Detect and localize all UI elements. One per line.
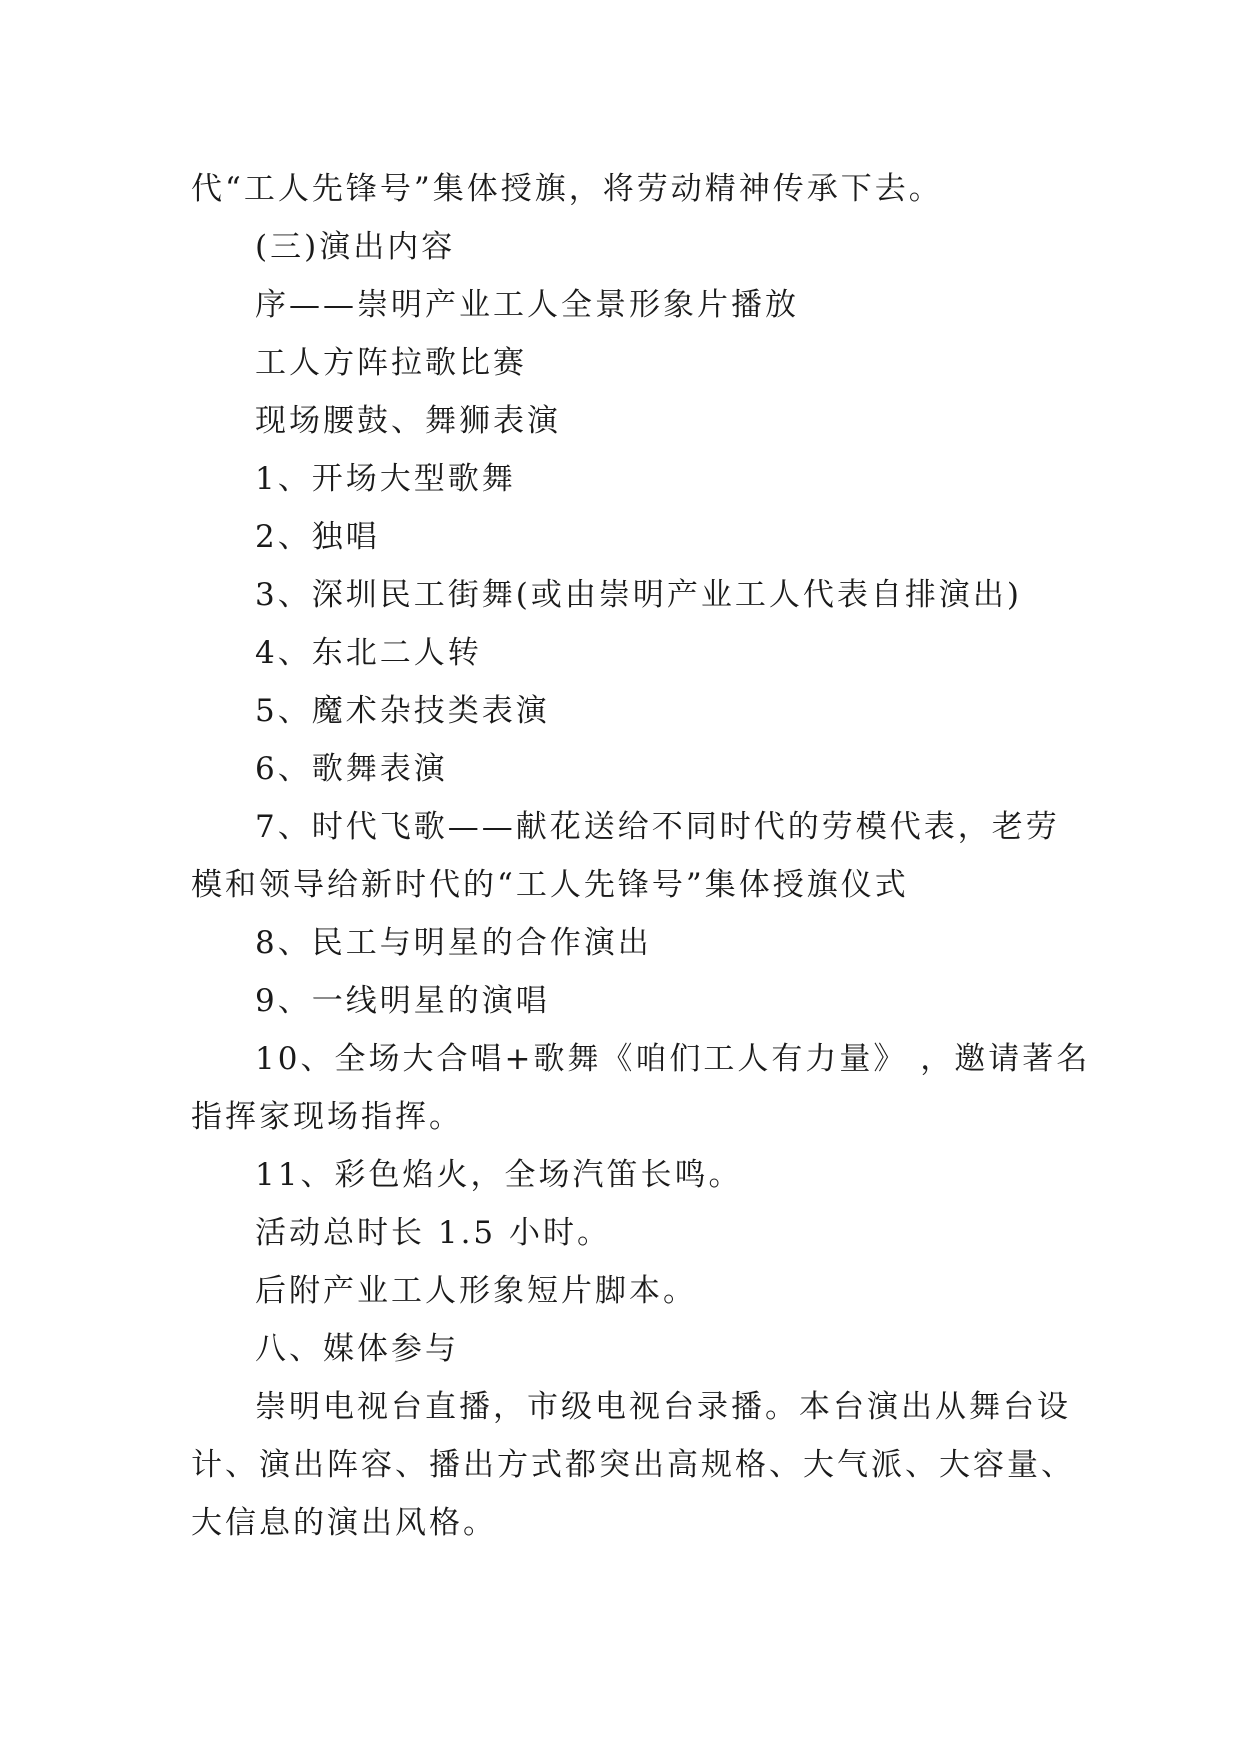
- program-item: 9、一线明星的演唱: [255, 983, 550, 1019]
- program-item: 10、全场大合唱+歌舞《咱们工人有力量》 ，邀请著名: [255, 1041, 1091, 1077]
- program-item: 2、独唱: [255, 519, 380, 555]
- program-item: 3、深圳民工街舞(或由崇明产业工人代表自排演出): [255, 577, 1022, 613]
- document-body: [191, 160, 1091, 1552]
- program-item: 6、歌舞表演: [255, 751, 448, 787]
- program-item: 5、魔术杂技类表演: [255, 693, 550, 729]
- program-item: 序——崇明产业工人全景形象片播放: [255, 287, 799, 323]
- text-line: 后附产业工人形象短片脚本。: [255, 1273, 697, 1309]
- program-item: 现场腰鼓、舞狮表演: [255, 403, 561, 439]
- text-line: 代“工人先锋号”集体授旗，将劳动精神传承下去。: [191, 171, 943, 207]
- text-line: 崇明电视台直播，市级电视台录播。本台演出从舞台设: [255, 1389, 1071, 1425]
- program-item: 11、彩色焰火，全场汽笛长鸣。: [255, 1157, 743, 1193]
- text-line: 指挥家现场指挥。: [191, 1099, 463, 1135]
- text-line: 大信息的演出风格。: [191, 1505, 497, 1541]
- program-item: 1、开场大型歌舞: [255, 461, 516, 497]
- program-item: 4、东北二人转: [255, 635, 482, 671]
- program-item: 7、时代飞歌——献花送给不同时代的劳模代表，老劳: [255, 809, 1060, 845]
- program-item: 工人方阵拉歌比赛: [255, 345, 527, 381]
- section-heading: 八、媒体参与: [255, 1331, 459, 1367]
- text-line: 计、演出阵容、播出方式都突出高规格、大气派、大容量、: [191, 1447, 1075, 1483]
- program-item: 8、民工与明星的合作演出: [255, 925, 652, 961]
- text-line: 活动总时长 1.5 小时。: [255, 1215, 612, 1251]
- text-line: 模和领导给新时代的“工人先锋号”集体授旗仪式: [191, 867, 909, 903]
- section-heading: (三)演出内容: [255, 229, 456, 265]
